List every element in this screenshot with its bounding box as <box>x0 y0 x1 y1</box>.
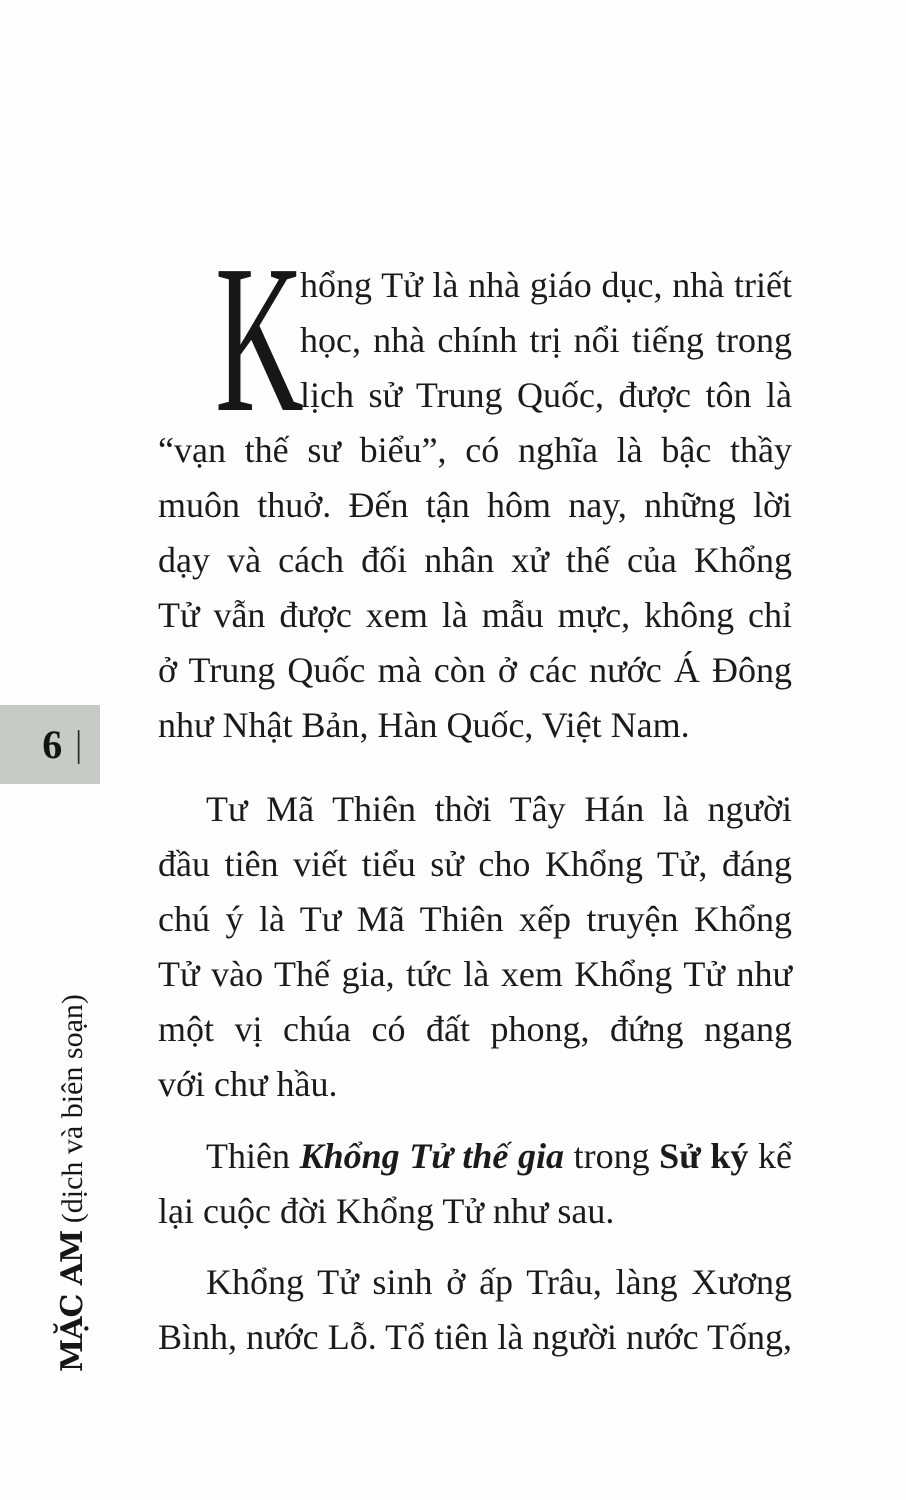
text-run: Khổng Tử sinh ở ấp Trâu, làng Xương <box>206 1262 792 1302</box>
body-text-block <box>158 221 792 1365</box>
text-line <box>158 1057 792 1112</box>
text-line <box>300 313 792 368</box>
text-run: ở Trung Quốc mà còn ở các nước Á Đông <box>158 650 792 690</box>
text-line <box>158 1184 792 1239</box>
text-line <box>158 1310 792 1365</box>
text-line <box>158 892 792 947</box>
credit-author-name: MẶC AM <box>55 1230 90 1372</box>
text-run: trong <box>563 1136 660 1176</box>
emphasized-text: Khổng Tử thế gia <box>299 1136 564 1176</box>
sidebar-credit <box>54 994 92 1372</box>
page-number: 6 <box>42 721 63 767</box>
paragraph <box>158 1255 792 1365</box>
text-line <box>158 1129 792 1184</box>
credit-author-role: (dịch và biên soạn) <box>56 994 89 1231</box>
text-line <box>300 258 792 313</box>
paragraph <box>158 782 792 1112</box>
text-line <box>300 368 792 423</box>
text-run: với chư hầu. <box>158 1064 338 1104</box>
text-run: một vị chúa có đất phong, đứng ngang <box>158 1009 792 1049</box>
text-line <box>158 478 792 533</box>
paragraph <box>158 1129 792 1239</box>
page-number-separator: | <box>75 723 82 765</box>
text-run: như Nhật Bản, Hàn Quốc, Việt Nam. <box>158 705 690 745</box>
text-run: chú ý là Tư Mã Thiên xếp truyện Khổng <box>158 899 792 939</box>
text-run: “vạn thế sư biểu”, có nghĩa là bậc thầy <box>158 430 792 470</box>
text-run: dạy và cách đối nhân xử thế của Khổng <box>158 540 792 580</box>
text-run: Bình, nước Lỗ. Tổ tiên là người nước Tống, <box>158 1317 792 1357</box>
text-line <box>158 588 792 643</box>
text-run: Thiên <box>206 1136 300 1176</box>
text-run: đầu tiên viết tiểu sử cho Khổng Tử, đáng <box>158 844 792 884</box>
text-line <box>158 643 792 698</box>
text-run: kể <box>748 1136 792 1176</box>
text-line <box>158 947 792 1002</box>
text-run: lịch sử Trung Quốc, được tôn là <box>300 375 792 415</box>
text-line <box>158 1002 792 1057</box>
text-line <box>158 837 792 892</box>
text-run: Tư Mã Thiên thời Tây Hán là người <box>206 789 792 829</box>
text-run: hổng Tử là nhà giáo dục, nhà triết <box>300 265 792 305</box>
text-run: học, nhà chính trị nổi tiếng trong <box>300 320 792 360</box>
text-line <box>158 1255 792 1310</box>
dropcap-letter: K <box>215 221 304 456</box>
text-run: lại cuộc đời Khổng Tử như sau. <box>158 1191 615 1231</box>
text-run: Tử vào Thế gia, tức là xem Khổng Tử như <box>158 954 792 994</box>
text-run: muôn thuở. Đến tận hôm nay, những lời <box>158 485 792 525</box>
text-line <box>158 698 792 753</box>
text-run: Tử vẫn được xem là mẫu mực, không chỉ <box>158 595 792 635</box>
page-number-tab <box>0 705 100 784</box>
text-line <box>158 782 792 837</box>
emphasized-text: Sử ký <box>659 1136 749 1176</box>
text-line <box>158 533 792 588</box>
